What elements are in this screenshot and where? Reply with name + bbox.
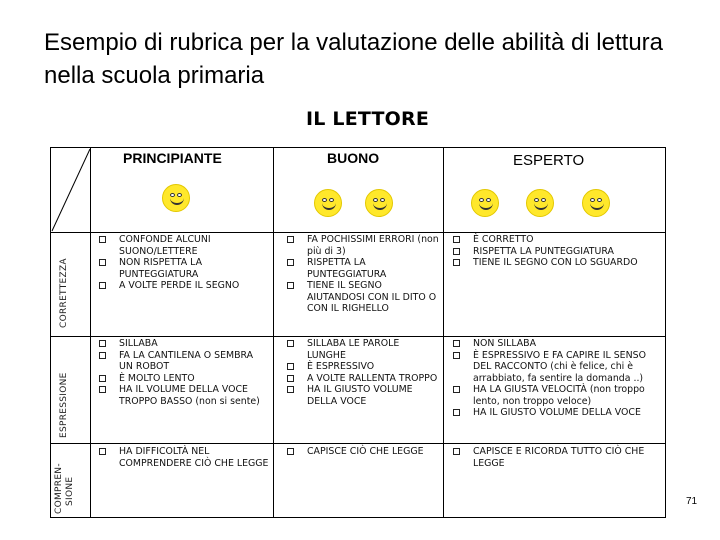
smiley-icon bbox=[162, 184, 190, 212]
corner-diagonal bbox=[51, 148, 91, 232]
row-label-espressione: ESPRESSIONE bbox=[59, 372, 69, 438]
criterion-item: A VOLTE PERDE IL SEGNO bbox=[97, 280, 269, 292]
smiley-icon bbox=[314, 189, 342, 217]
criterion-item: SILLABA bbox=[97, 338, 269, 350]
column-header-principiante: PRINCIPIANTE bbox=[123, 150, 222, 166]
criterion-item: SILLABA LE PAROLE LUNGHE bbox=[285, 338, 441, 361]
criterion-item: HA IL GIUSTO VOLUME DELLA VOCE bbox=[451, 407, 665, 419]
column-header-esperto: ESPERTO bbox=[513, 152, 585, 169]
criterion-item: HA IL GIUSTO VOLUME DELLA VOCE bbox=[285, 384, 441, 407]
criterion-item: FA LA CANTILENA O SEMBRA UN ROBOT bbox=[97, 350, 269, 373]
smiley-icon bbox=[526, 189, 554, 217]
grid-line bbox=[273, 148, 274, 517]
cell-espressione-buono bbox=[285, 338, 441, 407]
cell-correttezza-principiante bbox=[97, 234, 269, 292]
cell-comprensione-principiante bbox=[97, 446, 269, 469]
criterion-item: HA DIFFICOLTÀ NEL COMPRENDERE CIÒ CHE LEGGE bbox=[97, 446, 269, 469]
criterion-item: A VOLTE RALLENTA TROPPO bbox=[285, 373, 441, 385]
criterion-item: RISPETTA LA PUNTEGGIATURA bbox=[451, 246, 665, 258]
rubric-table bbox=[50, 147, 666, 518]
criterion-item: TIENE IL SEGNO AIUTANDOSI CON IL DITO O CON IL RIGHELLO bbox=[285, 280, 441, 315]
criterion-item: NON SILLABA bbox=[451, 338, 665, 350]
page-number: 71 bbox=[686, 496, 698, 507]
cell-espressione-esperto bbox=[451, 338, 665, 419]
criterion-item: TIENE IL SEGNO CON LO SGUARDO bbox=[451, 257, 665, 269]
criterion-item: È MOLTO LENTO bbox=[97, 373, 269, 385]
rubric-title: IL LETTORE bbox=[306, 108, 429, 130]
row-label-comprensione-2: SIONE bbox=[65, 476, 75, 506]
smiley-icon bbox=[365, 189, 393, 217]
row-label-correttezza: CORRETTEZZA bbox=[59, 258, 69, 328]
grid-line bbox=[443, 148, 444, 517]
smiley-icon bbox=[471, 189, 499, 217]
grid-line bbox=[51, 336, 665, 337]
criterion-item: FA POCHISSIMI ERRORI (non più di 3) bbox=[285, 234, 441, 257]
criterion-item: NON RISPETTA LA PUNTEGGIATURA bbox=[97, 257, 269, 280]
slide-title: Esempio di rubrica per la valutazione delle abilità di lettura nella scuola primaria bbox=[44, 29, 664, 89]
criterion-item: RISPETTA LA PUNTEGGIATURA bbox=[285, 257, 441, 280]
criterion-item: È CORRETTO bbox=[451, 234, 665, 246]
cell-comprensione-buono bbox=[285, 446, 441, 458]
grid-line bbox=[51, 232, 665, 233]
cell-comprensione-esperto bbox=[451, 446, 665, 469]
criterion-item: È ESPRESSIVO E FA CAPIRE IL SENSO DEL RACCONTO (chi è felice, chi è arrabbiato, fa sentire la domanda ..) bbox=[451, 350, 665, 385]
criterion-item: HA IL VOLUME DELLA VOCE TROPPO BASSO (non si sente) bbox=[97, 384, 269, 407]
criterion-item: È ESPRESSIVO bbox=[285, 361, 441, 373]
cell-correttezza-buono bbox=[285, 234, 441, 315]
cell-espressione-principiante bbox=[97, 338, 269, 407]
criterion-item: CAPISCE E RICORDA TUTTO CIÒ CHE LEGGE bbox=[451, 446, 665, 469]
row-label-comprensione-1: COMPREN- bbox=[54, 463, 64, 514]
column-header-buono: BUONO bbox=[327, 150, 380, 166]
criterion-item: CONFONDE ALCUNI SUONO/LETTERE bbox=[97, 234, 269, 257]
cell-correttezza-esperto bbox=[451, 234, 665, 269]
smiley-icon bbox=[582, 189, 610, 217]
criterion-item: CAPISCE CIÒ CHE LEGGE bbox=[285, 446, 441, 458]
grid-line bbox=[51, 443, 665, 444]
criterion-item: HA LA GIUSTA VELOCITÀ (non troppo lento, non troppo veloce) bbox=[451, 384, 665, 407]
